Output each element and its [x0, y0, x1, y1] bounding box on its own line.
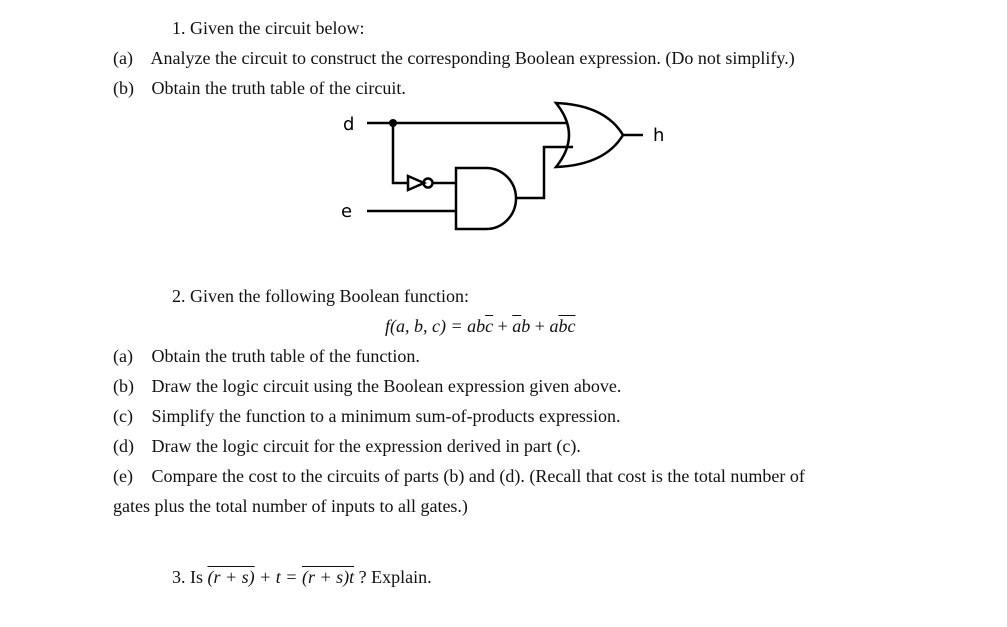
q3-mid: + t =	[254, 567, 302, 587]
q2-part-a-text: Obtain the truth table of the function.	[151, 346, 420, 366]
q3-rhs-bar: (r + s)t	[301, 567, 355, 587]
term2: b	[521, 316, 531, 336]
or-gate	[556, 103, 623, 167]
q2-part-b	[113, 375, 621, 397]
q2-part-d	[113, 435, 581, 457]
q2-part-a	[113, 345, 420, 367]
q1-part-b-label: (b)	[113, 78, 134, 98]
and-gate	[456, 168, 516, 229]
q2-part-c-label: (c)	[113, 406, 133, 426]
plus-2: +	[530, 316, 550, 336]
q3	[172, 566, 432, 588]
q2-part-e-text: Compare the cost to the circuits of parts (b) and (d). (Recall that cost is the total number of	[151, 466, 805, 486]
q2-part-c-text: Simplify the function to a minimum sum-of-products expression.	[151, 406, 621, 426]
q2-part-c	[113, 405, 620, 427]
q1-part-a-label: (a)	[113, 48, 133, 68]
term1: ab	[467, 316, 486, 336]
term1-bar: $\overline{c}$	[485, 316, 494, 336]
q2-part-d-label: (d)	[113, 436, 134, 456]
q2-part-b-label: (b)	[113, 376, 134, 396]
wire-d-branch	[393, 123, 408, 183]
term3-bar: $\overline{bc}$	[558, 316, 576, 336]
q2-part-e-label: (e)	[113, 466, 133, 486]
term2-bar: $\overline{a}$	[512, 316, 522, 336]
q2-heading: 2. Given the following Boolean function:	[172, 286, 469, 306]
input-e-label: e	[341, 201, 353, 222]
input-d-label: d	[343, 114, 355, 135]
function-lhs: f(a, b, c) =	[385, 316, 468, 336]
q2-part-e	[113, 465, 805, 487]
term3: a	[549, 316, 559, 336]
q2-function	[385, 315, 575, 337]
q1-part-b-text: Obtain the truth table of the circuit.	[151, 78, 406, 98]
q2-part-a-label: (a)	[113, 346, 133, 366]
q3-lhs-bar: (r + s)	[207, 567, 255, 587]
q2-part-e-continued: gates plus the total number of inputs to all gates.)	[113, 496, 468, 516]
output-h-label: h	[653, 125, 665, 146]
q2-part-b-text: Draw the logic circuit using the Boolean expression given above.	[151, 376, 622, 396]
q2-part-d-text: Draw the logic circuit for the expression derived in part (c).	[151, 436, 581, 456]
not-gate	[408, 176, 424, 190]
q1-heading: 1. Given the circuit below:	[172, 18, 365, 38]
q3-prefix: 3. Is	[172, 567, 208, 587]
q1-part-a-text: Analyze the circuit to construct the corresponding Boolean expression. (Do not simplify.)	[150, 48, 795, 68]
q3-suffix: ? Explain.	[354, 567, 432, 587]
plus-1: +	[493, 316, 513, 336]
junction-dot	[389, 119, 397, 127]
